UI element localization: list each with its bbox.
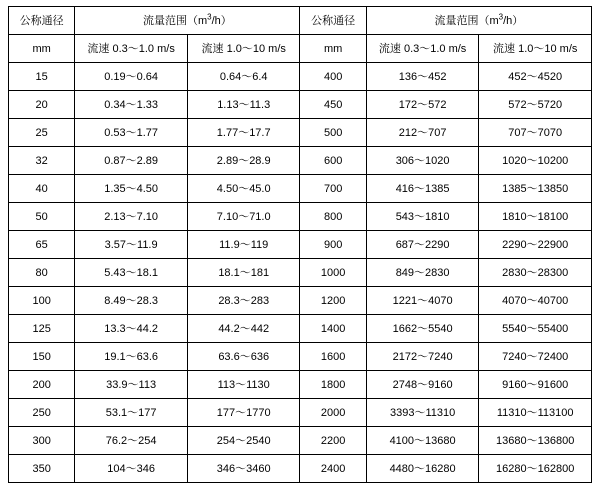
table-cell: 700 xyxy=(300,175,366,203)
table-cell: 452～4520 xyxy=(479,63,592,91)
header-flow-range-left-sup: 3 xyxy=(207,11,212,21)
table-cell: 1020～10200 xyxy=(479,147,592,175)
table-cell: 18.1～181 xyxy=(187,259,300,287)
table-cell: 1800 xyxy=(300,371,366,399)
header-flow-range-left-suffix: /h） xyxy=(211,14,232,27)
table-cell: 1000 xyxy=(300,259,366,287)
table-row xyxy=(9,287,592,315)
table-cell: 2400 xyxy=(300,455,366,483)
table-cell: 2.13～7.10 xyxy=(75,203,188,231)
table-cell: 19.1～63.6 xyxy=(75,343,188,371)
table-cell: 1.13～11.3 xyxy=(187,91,300,119)
table-row xyxy=(9,147,592,175)
table-cell: 50 xyxy=(9,203,75,231)
table-cell: 63.6～636 xyxy=(187,343,300,371)
table-cell: 20 xyxy=(9,91,75,119)
table-cell: 0.64～6.4 xyxy=(187,63,300,91)
table-cell: 104～346 xyxy=(75,455,188,483)
table-cell: 416～1385 xyxy=(366,175,479,203)
table-header-main-row xyxy=(9,7,592,35)
table-cell: 5.43～18.1 xyxy=(75,259,188,287)
table-cell: 1810～18100 xyxy=(479,203,592,231)
table-cell: 4.50～45.0 xyxy=(187,175,300,203)
table-cell: 25 xyxy=(9,119,75,147)
table-row xyxy=(9,203,592,231)
table-cell: 53.1～177 xyxy=(75,399,188,427)
header-velocity-low-right: 流速 0.3～1.0 m/s xyxy=(366,35,479,63)
table-cell: 2290～22900 xyxy=(479,231,592,259)
table-cell: 200 xyxy=(9,371,75,399)
table-cell: 28.3～283 xyxy=(187,287,300,315)
table-cell: 44.2～442 xyxy=(187,315,300,343)
table-row xyxy=(9,231,592,259)
header-nominal-diameter-right: 公称通径 xyxy=(300,7,366,35)
table-cell: 1662～5540 xyxy=(366,315,479,343)
table-cell: 687～2290 xyxy=(366,231,479,259)
table-row xyxy=(9,455,592,483)
table-cell: 300 xyxy=(9,427,75,455)
table-row xyxy=(9,371,592,399)
table-cell: 3.57～11.9 xyxy=(75,231,188,259)
table-cell: 572～5720 xyxy=(479,91,592,119)
table-cell: 500 xyxy=(300,119,366,147)
header-flow-range-right-sup: 3 xyxy=(498,11,504,21)
table-cell: 40 xyxy=(9,175,75,203)
table-cell: 400 xyxy=(300,63,366,91)
table-cell: 2748～9160 xyxy=(366,371,479,399)
table-cell: 4070～40700 xyxy=(479,287,592,315)
table-cell: 1600 xyxy=(300,343,366,371)
table-row xyxy=(9,343,592,371)
flow-range-table xyxy=(8,6,592,483)
table-cell: 11.9～119 xyxy=(187,231,300,259)
table-row xyxy=(9,91,592,119)
table-cell: 125 xyxy=(9,315,75,343)
header-flow-range-right-suffix: /h） xyxy=(503,14,524,27)
table-cell: 113～1130 xyxy=(187,371,300,399)
table-cell: 65 xyxy=(9,231,75,259)
table-cell: 2830～28300 xyxy=(479,259,592,287)
table-cell: 7.10～71.0 xyxy=(187,203,300,231)
table-cell: 346～3460 xyxy=(187,455,300,483)
header-velocity-high-left: 流速 1.0～10 m/s xyxy=(187,35,300,63)
table-cell: 212～707 xyxy=(366,119,479,147)
table-cell: 1221～4070 xyxy=(366,287,479,315)
header-flow-range-left xyxy=(75,7,300,35)
table-row xyxy=(9,175,592,203)
table-cell: 0.87～2.89 xyxy=(75,147,188,175)
table-cell: 250 xyxy=(9,399,75,427)
table-cell: 11310～113100 xyxy=(479,399,592,427)
table-cell: 1385～13850 xyxy=(479,175,592,203)
table-row xyxy=(9,259,592,287)
table-cell: 1.77～17.7 xyxy=(187,119,300,147)
table-header-sub-row xyxy=(9,35,592,63)
header-unit-mm-right: mm xyxy=(300,35,366,63)
table-cell: 7240～72400 xyxy=(479,343,592,371)
table-cell: 33.9～113 xyxy=(75,371,188,399)
table-row xyxy=(9,315,592,343)
table-row xyxy=(9,119,592,147)
table-cell: 1.35～4.50 xyxy=(75,175,188,203)
table-cell: 172～572 xyxy=(366,91,479,119)
table-cell: 16280～162800 xyxy=(479,455,592,483)
table-cell: 0.34～1.33 xyxy=(75,91,188,119)
table-cell: 5540～55400 xyxy=(479,315,592,343)
table-cell: 150 xyxy=(9,343,75,371)
table-cell: 4100～13680 xyxy=(366,427,479,455)
header-velocity-low-left: 流速 0.3～1.0 m/s xyxy=(75,35,188,63)
table-cell: 0.19～0.64 xyxy=(75,63,188,91)
table-cell: 177～1770 xyxy=(187,399,300,427)
table-cell: 13.3～44.2 xyxy=(75,315,188,343)
table-cell: 136～452 xyxy=(366,63,479,91)
table-row xyxy=(9,399,592,427)
table-cell: 1200 xyxy=(300,287,366,315)
table-cell: 800 xyxy=(300,203,366,231)
header-flow-range-right-prefix: 流量范围（m xyxy=(434,14,499,27)
table-cell: 100 xyxy=(9,287,75,315)
table-cell: 900 xyxy=(300,231,366,259)
table-cell: 1400 xyxy=(300,315,366,343)
table-cell: 2200 xyxy=(300,427,366,455)
table-cell: 849～2830 xyxy=(366,259,479,287)
table-cell: 450 xyxy=(300,91,366,119)
header-nominal-diameter-left: 公称通径 xyxy=(9,7,75,35)
table-cell: 8.49～28.3 xyxy=(75,287,188,315)
header-velocity-high-right: 流速 1.0～10 m/s xyxy=(479,35,592,63)
header-flow-range-left-prefix: 流量范围（m xyxy=(143,14,208,27)
table-row xyxy=(9,63,592,91)
table-cell: 15 xyxy=(9,63,75,91)
table-cell: 13680～136800 xyxy=(479,427,592,455)
table-cell: 350 xyxy=(9,455,75,483)
header-unit-mm-left: mm xyxy=(9,35,75,63)
table-cell: 600 xyxy=(300,147,366,175)
table-cell: 76.2～254 xyxy=(75,427,188,455)
table-cell: 2.89～28.9 xyxy=(187,147,300,175)
table-row xyxy=(9,427,592,455)
table-cell: 4480～16280 xyxy=(366,455,479,483)
table-cell: 254～2540 xyxy=(187,427,300,455)
table-cell: 543～1810 xyxy=(366,203,479,231)
table-cell: 2172～7240 xyxy=(366,343,479,371)
table-cell: 0.53～1.77 xyxy=(75,119,188,147)
table-cell: 32 xyxy=(9,147,75,175)
header-flow-range-right xyxy=(366,7,591,35)
table-cell: 2000 xyxy=(300,399,366,427)
table-cell: 9160～91600 xyxy=(479,371,592,399)
table-cell: 80 xyxy=(9,259,75,287)
table-cell: 3393～11310 xyxy=(366,399,479,427)
table-cell: 306～1020 xyxy=(366,147,479,175)
table-cell: 707～7070 xyxy=(479,119,592,147)
